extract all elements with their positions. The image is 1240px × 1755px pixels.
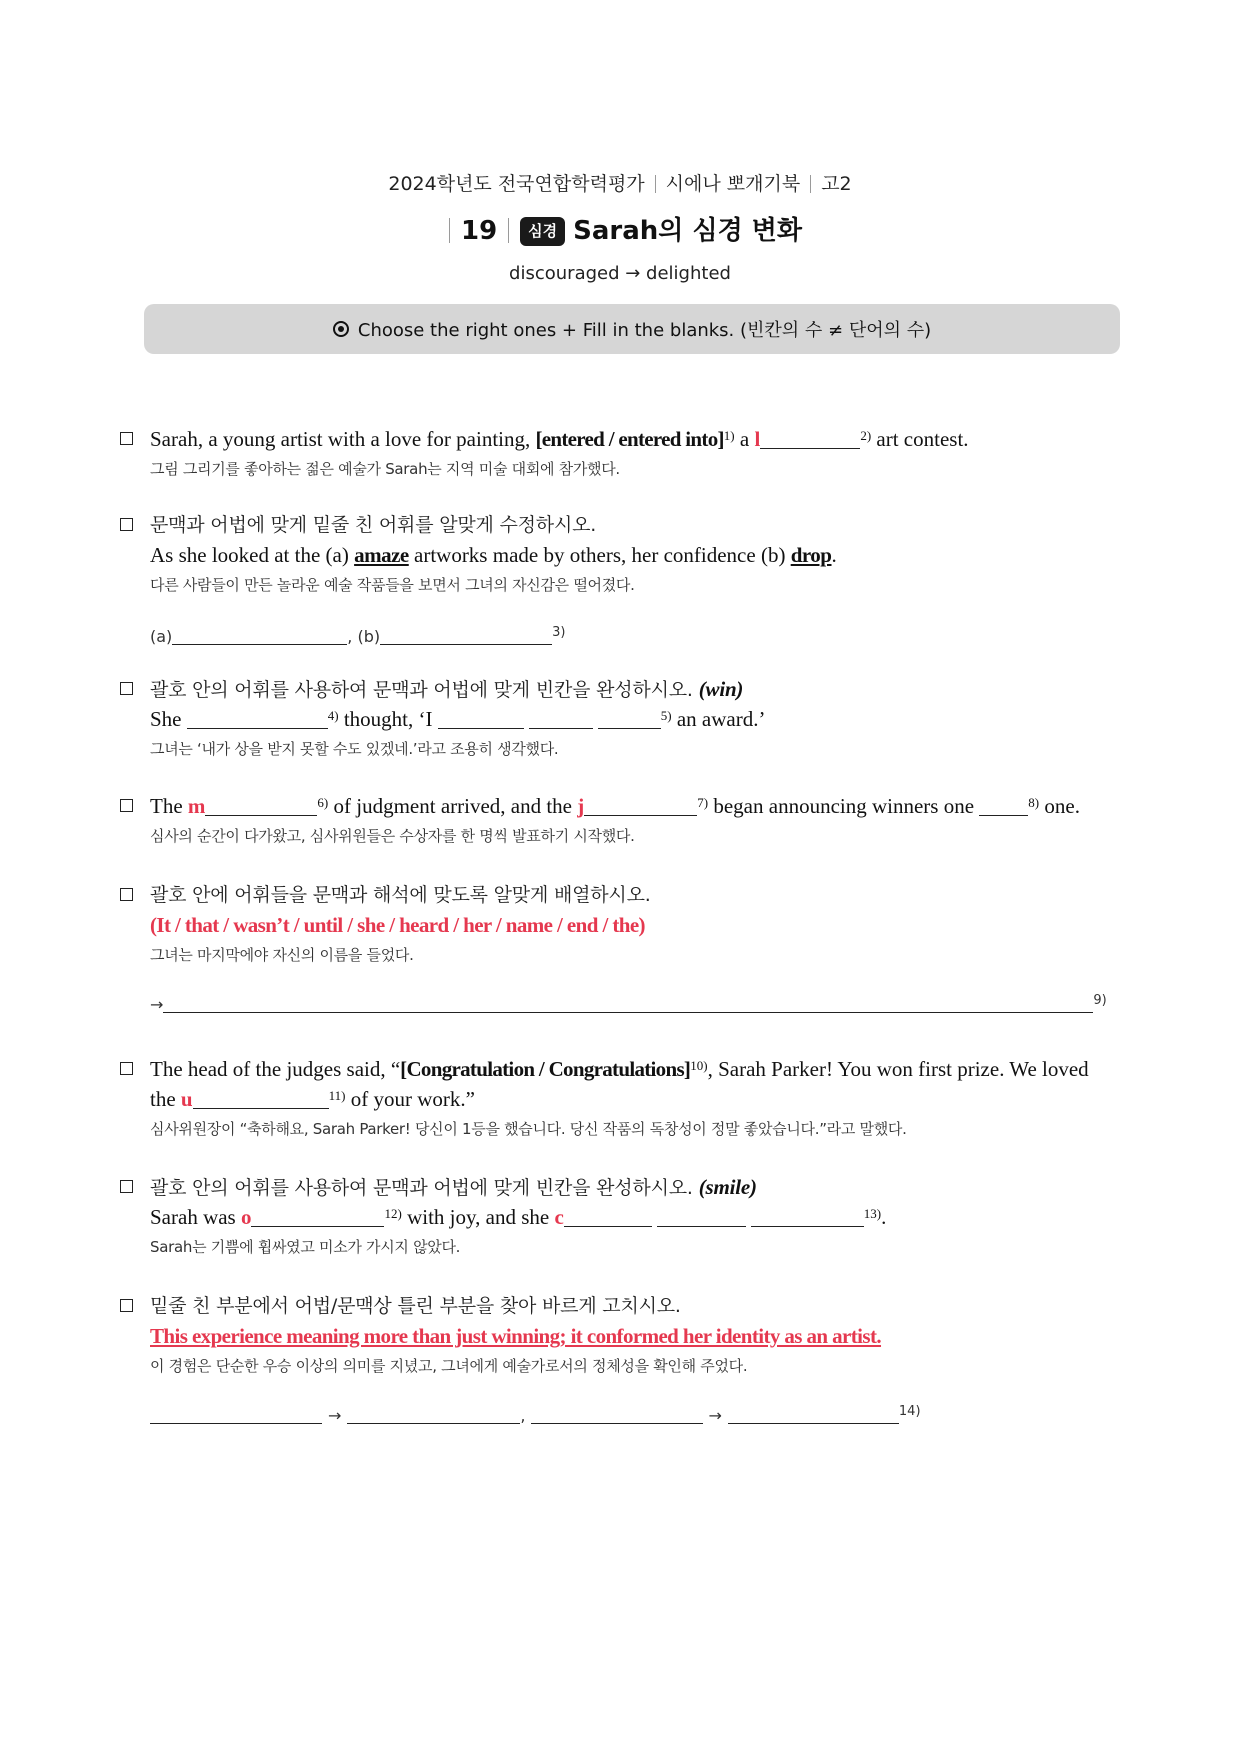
blank-number: 5) [660, 708, 672, 723]
sentence-text: As she looked at the (a) [150, 543, 355, 567]
sentence-text: . [831, 543, 837, 567]
divider [810, 175, 811, 193]
question-item-8 [120, 1291, 1130, 1431]
answer-blank [438, 712, 524, 729]
checkbox-icon [120, 1299, 133, 1312]
hint-letter: j [577, 794, 585, 818]
blank-number: 2) [860, 428, 872, 443]
answer-blank [751, 1210, 864, 1227]
blank-number: 13) [863, 1206, 882, 1221]
sentence-text: one. [1039, 794, 1080, 818]
answer-blank [347, 1407, 520, 1424]
answer-blank [380, 628, 552, 645]
answer-arrow: → [328, 1406, 342, 1425]
answer-blank [584, 799, 697, 816]
answer-blank [172, 628, 347, 645]
sentence-text: an award.’ [671, 707, 766, 731]
underlined-word: drop [790, 543, 832, 567]
hint-letter: o [240, 1205, 252, 1229]
grade-label: 고2 [821, 173, 852, 195]
blank-number: 6) [317, 795, 329, 810]
sentence-text: The [150, 794, 188, 818]
question-sentence [150, 424, 1130, 454]
page-subtitle: discouraged → delighted [509, 263, 731, 284]
answer-blank [657, 1210, 746, 1227]
answer-blank [251, 1210, 384, 1227]
answer-blank [598, 712, 661, 729]
page-title [0, 210, 1240, 252]
question-sentence-continued [150, 1084, 1130, 1114]
checkbox-icon [120, 1180, 133, 1193]
answer-arrow: → [150, 995, 164, 1014]
sentence-text: . [881, 1205, 887, 1229]
korean-translation: 그녀는 마지막에야 자신의 이름을 들었다. [150, 946, 414, 964]
sentence-text: art contest. [871, 427, 969, 451]
checkbox-icon [120, 1062, 133, 1075]
choice-options: [Congratulation / Congratulations] [400, 1057, 691, 1081]
instruction-text [150, 1172, 1130, 1202]
question-item-4 [120, 791, 1130, 851]
blank-number: 9) [1093, 993, 1107, 1008]
question-item-3 [120, 674, 1130, 764]
blank-number: 7) [697, 795, 709, 810]
korean-translation: 심사위원장이 “축하해요, Sarah Parker! 당신이 1등을 했습니다. 당신 작품의 독창성이 정말 좋았습니다.”라고 말했다. [150, 1120, 907, 1138]
answer-arrow: → [708, 1406, 722, 1425]
answer-blank [531, 1407, 703, 1424]
sentence-text: of judgment arrived, and the [328, 794, 578, 818]
korean-translation: 그녀는 ‘내가 상을 받지 못할 수도 있겠네.’라고 조용히 생각했다. [150, 740, 559, 758]
answer-blank [193, 1092, 329, 1109]
instruction-text: 괄호 안에 어휘들을 문맥과 해석에 맞도록 알맞게 배열하시오. [150, 884, 651, 906]
keyword-hint: (smile) [698, 1175, 757, 1199]
answer-blank [529, 712, 593, 729]
question-item-7 [120, 1172, 1130, 1262]
korean-translation: 이 경험은 단순한 우승 이상의 의미를 지녔고, 그녀에게 예술가로서의 정체성을 확인해 주었다. [150, 1357, 748, 1375]
blank-number: 1) [723, 428, 735, 443]
title-text: Sarah의 심경 변화 [573, 216, 802, 246]
hint-letter: c [554, 1205, 564, 1229]
hint-letter: m [187, 794, 206, 818]
answer-blank [564, 1210, 652, 1227]
divider [449, 218, 450, 243]
korean-translation: 심사의 순간이 다가왔고, 심사위원들은 수상자를 한 명씩 발표하기 시작했다. [150, 827, 635, 845]
answer-blank [205, 799, 317, 816]
page-header [0, 169, 1240, 199]
question-sentence [150, 791, 1130, 821]
instruction-text: 밑줄 친 부분에서 어법/문맥상 틀린 부분을 찾아 바르게 고치시오. [150, 1295, 681, 1317]
answer-blank [150, 1407, 322, 1424]
answer-label: (a) [150, 627, 173, 646]
sentence-text: thought, ‘I [338, 707, 438, 731]
checkbox-icon [120, 518, 133, 531]
question-number: 19 [460, 216, 498, 246]
checkbox-icon [120, 432, 133, 445]
question-sentence [150, 1054, 1130, 1084]
instruction-bar-text: Choose the right ones + Fill in the blanks. (빈칸의 수 ≠ 단어의 수) [357, 320, 932, 341]
answer-blank [979, 799, 1028, 816]
question-sentence [150, 540, 1130, 570]
instruction-bar [144, 304, 1120, 354]
hint-letter: u [180, 1087, 193, 1111]
blank-number: 11) [328, 1088, 346, 1103]
exam-name: 2024학년도 전국연합학력평가 [388, 173, 645, 195]
answer-blank [187, 712, 328, 729]
sentence-text: Sarah was [150, 1205, 241, 1229]
answer-line [150, 990, 1130, 1020]
blank-number: 8) [1028, 795, 1040, 810]
sentence-text: with joy, and she [401, 1205, 555, 1229]
checkbox-icon [120, 888, 133, 901]
korean-translation: Sarah는 기쁨에 휩싸였고 미소가 가시지 않았다. [150, 1238, 461, 1256]
error-sentence: This experience meaning more than just winning; it conformed her identity as an artist. [150, 1324, 882, 1348]
sentence-text: artworks made by others, her confidence (b) [408, 543, 791, 567]
sentence-text: the [150, 1087, 181, 1111]
sentence-text: She [150, 707, 187, 731]
checkbox-icon [120, 682, 133, 695]
answer-label: , (b) [347, 627, 381, 646]
blank-number: 14) [898, 1404, 921, 1419]
word-bank: (It / that / wasn’t / until / she / heard / her / name / end / the) [150, 913, 645, 937]
sentence-text: began announcing winners one [708, 794, 980, 818]
instruction-label: 괄호 안의 어휘를 사용하여 문맥과 어법에 맞게 빈칸을 완성하시오. [150, 1177, 693, 1199]
blank-number: 12) [384, 1206, 402, 1221]
keyword-hint: (win) [698, 677, 744, 701]
answer-comma: , [520, 1406, 526, 1425]
divider [655, 175, 656, 193]
sentence-text: Sarah, a young artist with a love for painting, [150, 427, 536, 451]
korean-translation: 다른 사람들이 만든 놀라운 예술 작품들을 보면서 그녀의 자신감은 떨어졌다. [150, 576, 635, 594]
korean-translation: 그림 그리기를 좋아하는 젊은 예술가 Sarah는 지역 미술 대회에 참가했다. [150, 460, 620, 478]
checkbox-icon [120, 799, 133, 812]
answer-blank [163, 996, 1093, 1013]
divider [508, 218, 509, 243]
answer-line [150, 622, 1130, 652]
instruction-label: 괄호 안의 어휘를 사용하여 문맥과 어법에 맞게 빈칸을 완성하시오. [150, 679, 693, 701]
sentence-text: , Sarah Parker! You won first prize. We loved [707, 1057, 1089, 1081]
question-item-1 [120, 424, 1130, 484]
hint-letter: l [754, 427, 761, 451]
underlined-word: amaze [354, 543, 409, 567]
blank-number: 3) [552, 625, 566, 640]
blank-number: 10) [690, 1058, 708, 1073]
choice-options: [entered / entered into] [535, 427, 724, 451]
answer-blank [760, 432, 860, 449]
question-sentence [150, 1202, 1130, 1232]
instruction-text [150, 674, 1130, 704]
radio-dot-icon [333, 321, 349, 337]
instruction-text: 문맥과 어법에 맞게 밑줄 친 어휘를 알맞게 수정하시오. [150, 514, 597, 536]
answer-blank [728, 1407, 899, 1424]
category-badge: 심경 [520, 217, 565, 246]
question-item-6 [120, 1054, 1130, 1144]
blank-number: 4) [327, 708, 339, 723]
sentence-text: a [734, 427, 755, 451]
answer-line [150, 1401, 1130, 1431]
sentence-text: The head of the judges said, “ [150, 1057, 401, 1081]
sentence-text: of your work.” [345, 1087, 475, 1111]
question-item-2 [120, 510, 1130, 652]
question-item-5 [120, 880, 1130, 1020]
question-sentence [150, 704, 1130, 734]
book-name: 시에나 뽀개기북 [665, 173, 801, 195]
